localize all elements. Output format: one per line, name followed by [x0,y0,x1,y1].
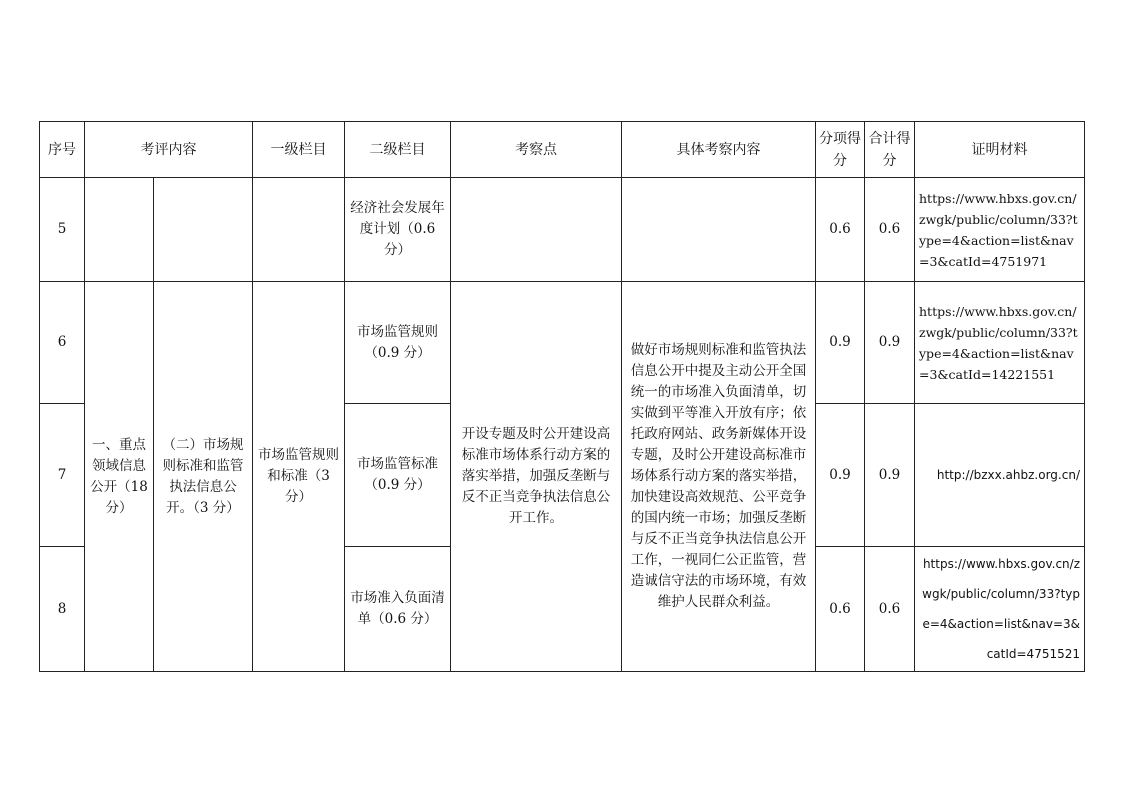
header-level2: 二级栏目 [345,122,451,178]
content-sub: （二）市场规则标准和监管执法信息公开。（3 分） [154,282,253,672]
row-seq: 8 [40,547,85,672]
header-total-score: 合计得分 [865,122,915,178]
row-level2: 经济社会发展年度计划（0.6 分） [345,178,451,282]
row-proof-link[interactable]: https://www.hbxs.gov.cn/zwgk/public/column/33?type=4&action=list&nav=3&catId=4751521 [915,547,1085,672]
row-seq: 5 [40,178,85,282]
row-total-score: 0.9 [865,282,915,404]
row-item-score: 0.9 [816,404,865,547]
header-detail: 具体考察内容 [622,122,816,178]
evaluation-table [39,121,1085,672]
row-level2: 市场监管标准（0.9 分） [345,404,451,547]
row-item-score: 0.6 [816,178,865,282]
header-proof: 证明材料 [915,122,1085,178]
row-level2: 市场监管规则（0.9 分） [345,282,451,404]
table-row [40,282,1085,404]
header-level1: 一级栏目 [253,122,345,178]
row-proof-link[interactable]: http://bzxx.ahbz.org.cn/ [915,404,1085,547]
header-check-point: 考察点 [451,122,622,178]
content-main: 一、重点领域信息公开（18 分） [85,282,154,672]
table-row [40,178,1085,282]
row-level2: 市场准入负面清单（0.6 分） [345,547,451,672]
row-proof-link[interactable]: https://www.hbxs.gov.cn/zwgk/public/column/33?type=4&action=list&nav=3&catId=14221551 [915,282,1085,404]
detail-empty [622,178,816,282]
header-content: 考评内容 [85,122,253,178]
check-point-cell: 开设专题及时公开建设高标准市场体系行动方案的落实举措，加强反垄断与反不正当竞争执法信息公开工作。 [451,282,622,672]
row-total-score: 0.9 [865,404,915,547]
header-seq: 序号 [40,122,85,178]
row-total-score: 0.6 [865,547,915,672]
level1-empty [253,178,345,282]
check-point-empty [451,178,622,282]
row-item-score: 0.6 [816,547,865,672]
content-sub-empty [154,178,253,282]
row-total-score: 0.6 [865,178,915,282]
header-item-score: 分项得分 [816,122,865,178]
content-main-empty [85,178,154,282]
level1-cell: 市场监管规则和标准（3 分） [253,282,345,672]
row-proof-link[interactable]: https://www.hbxs.gov.cn/zwgk/public/column/33?type=4&action=list&nav=3&catId=4751971 [915,178,1085,282]
header-row [40,122,1085,178]
row-seq: 7 [40,404,85,547]
detail-cell: 做好市场规则标准和监管执法信息公开中提及主动公开全国统一的市场准入负面清单，切实做到平等准入开放有序；依托政府网站、政务新媒体开设专题，及时公开建设高标准市场体系行动方案的落实举措，加快建设高效规范、公平竞争的国内统一市场；加强反垄断与反不正当竞争执法信息公开工作，一视同仁公正监管，营造诚信守法的市场环境，有效维护人民群众利益。 [622,282,816,672]
row-item-score: 0.9 [816,282,865,404]
row-seq: 6 [40,282,85,404]
